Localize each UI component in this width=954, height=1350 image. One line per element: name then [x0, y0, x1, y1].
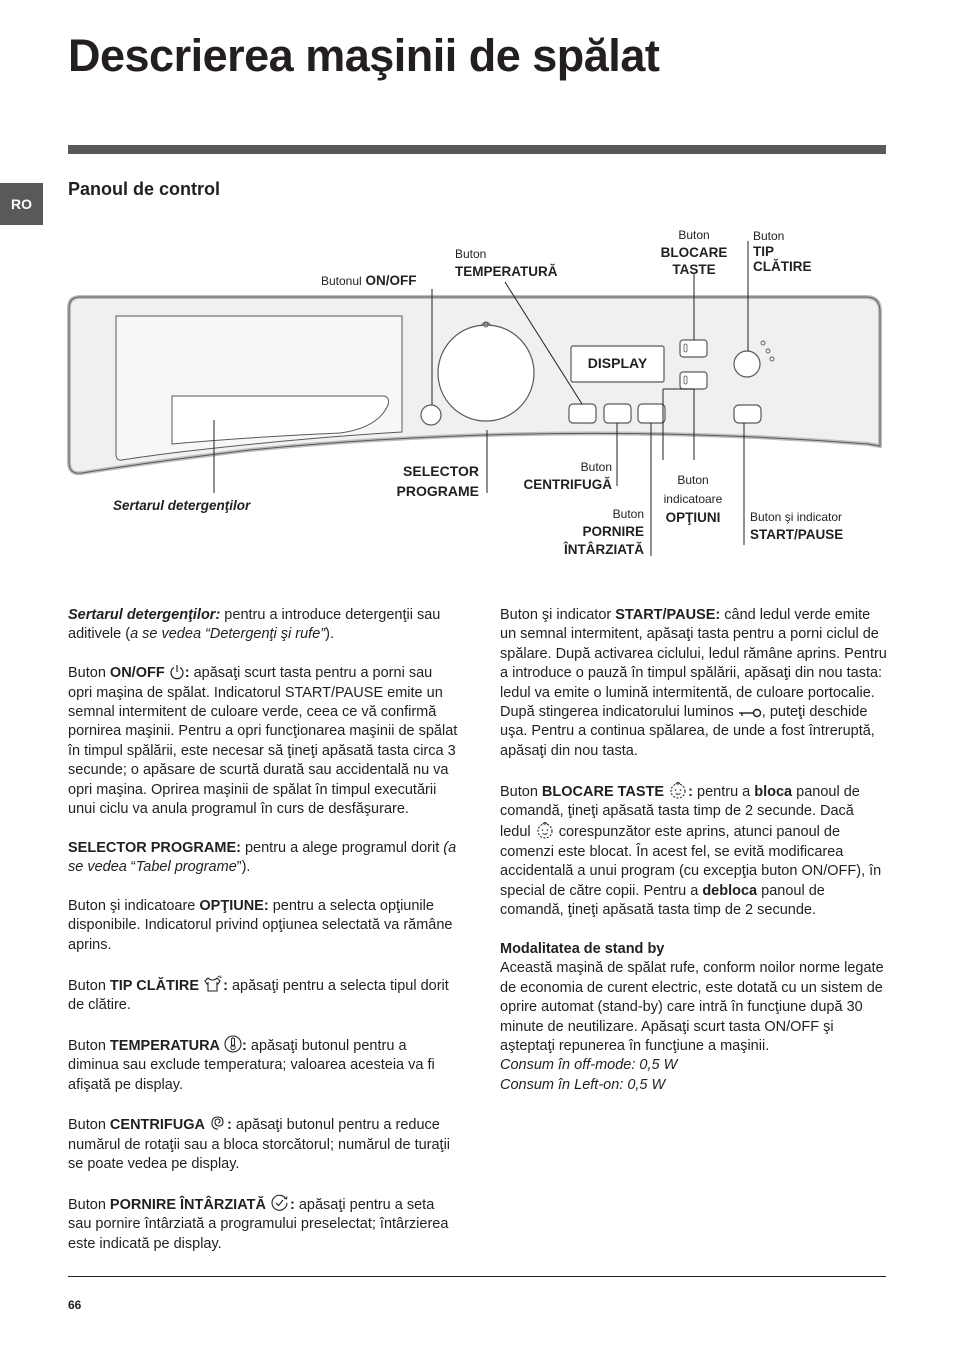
- label-options: Buton indicatoare OPŢIUNI: [663, 473, 723, 525]
- right-column: [500, 606, 888, 1095]
- page-title: Descrierea maşinii de spălat: [68, 30, 660, 81]
- para-temperature: Buton TEMPERATURA : apăsaţi butonul pentru a diminua sau exclude temperatura; valoarea acesteia va fi afişată pe display.: [68, 1035, 458, 1095]
- standby-text: Această maşină de spălat rufe, conform noilor norme legate de economia de curent electric, este dotată cu un sistem de oprire automat (stand-by) care intră în funcţiune după 30 minute de neutilizare. Apăsaţi scurt tasta ON/OFF şi aşteptaţi repunerea în funcţiune a maşinii.: [500, 960, 884, 1054]
- label-program-selector: SELECTOR PROGRAME: [396, 463, 479, 499]
- label-spin: Buton CENTRIFUGĂ: [523, 460, 612, 492]
- page-number: 66: [68, 1298, 82, 1312]
- spin-button-shape: [604, 404, 631, 423]
- label-delay-start: Buton PORNIRE ÎNTÂRZIATĂ: [564, 507, 644, 557]
- para-key-lock: Buton BLOCARE TASTE : pentru a bloca panoul de comandă, ţineţi apăsată tasta timp de 2 secunde. Dacă ledul corespunzător este aprins, atunci panoul de comenzi este blocat. În acest fel, se evită modificarea accidentală a unui program (cu excepţia buton ON/OFF), în special de către copii. Pentru a debloca panoul de comandă, ţineţi apăsată tasta timp de 2 secunde.: [500, 781, 888, 921]
- label-temperature: Buton TEMPERATURĂ: [455, 247, 558, 279]
- consumption-off-mode: Consum în off-mode: 0,5 W: [500, 1057, 678, 1074]
- header-rule: [68, 145, 886, 154]
- section-title: Panoul de control: [68, 179, 221, 199]
- para-start-pause: Buton şi indicator START/PAUSE: când ledul verde emite un semnal intermitent, apăsaţi tasta pentru a porni ciclul de spălare. După activarea ciclului, ledul rămâne aprins. Pentru a introduce o pauză în timpul spălării, apăsaţi din nou tasta: ledul va emite o lumină intermitentă, de culoare portocalie. După stingerea indicatorului luminos , puteţi deschide uşa. Pentru a continua spălarea, de unde a fost întreruptă, apăsaţi din nou tasta.: [500, 607, 887, 759]
- thermometer-icon: [224, 1035, 242, 1053]
- standby-section: [500, 940, 888, 1095]
- para-spin: Buton CENTRIFUGA : apăsaţi butonul pentru a reduce numărul de rotaţii sau a bloca storcătorul; numărul de turaţii se poate vedea pe display.: [68, 1114, 458, 1174]
- program-selector-knob: [438, 325, 534, 421]
- rinse-type-button-shape: [734, 351, 760, 377]
- label-detergent-drawer: Sertarul detergenţilor: [113, 498, 251, 513]
- child-lock-led-icon: [535, 821, 555, 839]
- delay-button-shape: [638, 404, 665, 423]
- label-key-lock: Buton BLOCARE TASTE: [660, 228, 728, 277]
- label-start-pause: Buton şi indicator START/PAUSE: [750, 510, 844, 542]
- delay-clock-icon: [270, 1194, 290, 1212]
- standby-title: Modalitatea de stand by: [500, 940, 665, 957]
- consumption-left-on: Consum în Left-on: 0,5 W: [500, 1076, 666, 1093]
- child-lock-icon: [668, 781, 688, 799]
- label-display: DISPLAY: [587, 355, 648, 371]
- door-key-icon: [738, 707, 762, 719]
- on-off-button-shape: [421, 405, 441, 425]
- para-drawer: Sertarul detergenţilor: pentru a introduce detergenţii sau aditivele (a se vedea “Detergenţi şi rufe”).: [68, 607, 441, 643]
- label-rinse-type: Buton TIP CLĂTIRE: [753, 229, 812, 274]
- para-delay: Buton PORNIRE ÎNTÂRZIATĂ : apăsaţi pentru a seta sau pornire întârziată a programului preselectat; întârzierea este indicată pe display.: [68, 1194, 458, 1254]
- power-icon: [169, 664, 185, 680]
- footer-rule: [68, 1276, 886, 1277]
- temperature-button-shape: [569, 404, 596, 423]
- para-on-off: Buton ON/OFF : apăsaţi scurt tasta pentru a porni sau opri maşina de spălat. Indicatorul START/PAUSE emite un semnal intermitent de culoare verde, ceea ce vă confirmă pornirea maşinii. Pentru a opri funcţionarea maşinii de spălat în timpul spălării, este necesar să ţineţi apăsată tasta circa 3 secunde; o apăsare de scurtă durată sau accidentală nu va opri maşina. Oprirea maşinii de spălat în timpul executării unui ciclu va anula programul în curs de desfăşurare.: [68, 665, 458, 818]
- para-selector: SELECTOR PROGRAME: pentru a alege programul dorit (a se vedea “Tabel programe”).: [68, 839, 457, 876]
- spin-spiral-icon: [209, 1114, 227, 1132]
- label-on-off: Butonul ON/OFF: [321, 273, 417, 288]
- left-column: [68, 606, 458, 1274]
- language-tab: RO: [0, 183, 43, 225]
- para-options: Buton şi indicatoare OPŢIUNE: pentru a selecta opţiunile disponibile. Indicatorul privind opţiunea selectată va rămâne aprins.: [68, 898, 453, 953]
- para-rinse: Buton TIP CLĂTIRE : apăsaţi pentru a selecta tipul dorit de clătire.: [68, 975, 458, 1016]
- shirt-icon: [203, 975, 223, 993]
- start-pause-button-shape: [734, 405, 761, 423]
